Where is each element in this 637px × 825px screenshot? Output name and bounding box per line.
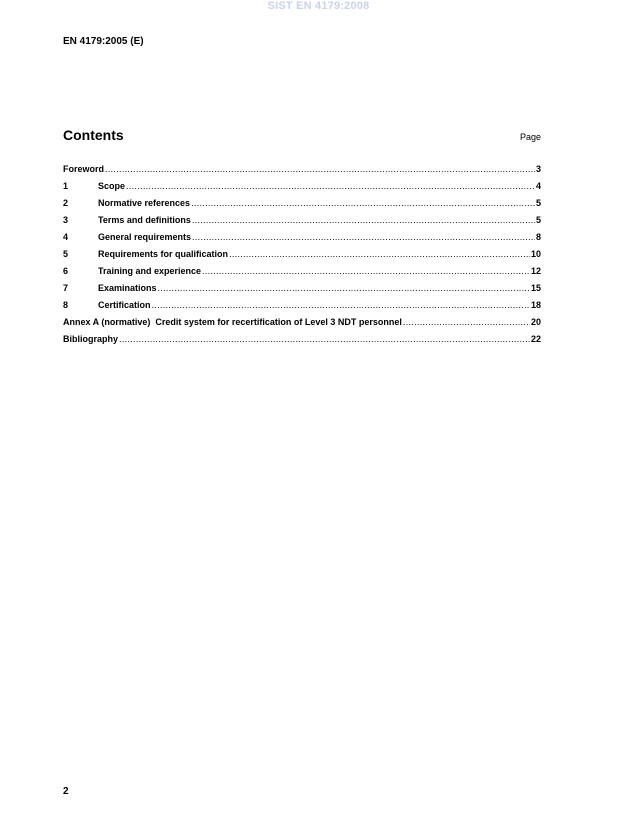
toc-entry-page: 5 <box>535 198 541 208</box>
toc-leader-dots <box>126 181 535 191</box>
toc-entry-number: 6 <box>63 266 69 276</box>
toc-entry-number: 5 <box>63 249 69 259</box>
toc-leader-dots <box>229 249 530 259</box>
toc-entry-page: 3 <box>535 164 541 174</box>
toc-entry-page: 10 <box>530 249 541 259</box>
toc-leader-dots <box>158 283 530 293</box>
toc-entry-number: 3 <box>63 215 69 225</box>
toc-entry-number: 1 <box>63 181 69 191</box>
toc-entry-title: Scope <box>98 181 126 191</box>
page-column-label: Page <box>519 132 541 142</box>
toc-entry-foreword[interactable] <box>63 164 541 181</box>
toc-entry-training-and-experience[interactable] <box>63 266 541 283</box>
toc-leader-dots <box>192 232 535 242</box>
toc-entry-number: 4 <box>63 232 69 242</box>
toc-entry-page: 22 <box>530 334 541 344</box>
toc-entry-page: 5 <box>535 215 541 225</box>
toc-entry-number: 2 <box>63 198 69 208</box>
table-of-contents <box>63 164 541 351</box>
toc-entry-bibliography[interactable] <box>63 334 541 351</box>
toc-entry-title: Annex A (normative) Credit system for recertification of Level 3 NDT personnel <box>63 317 402 327</box>
toc-entry-title: Foreword <box>63 164 105 174</box>
toc-entry-page: 12 <box>530 266 541 276</box>
toc-entry-title: General requirements <box>98 232 192 242</box>
toc-entry-annex-a[interactable] <box>63 317 541 334</box>
toc-entry-number: 7 <box>63 283 69 293</box>
toc-entry-title: Examinations <box>98 283 157 293</box>
contents-header <box>63 127 541 147</box>
toc-leader-dots <box>119 334 530 344</box>
toc-entry-title: Bibliography <box>63 334 119 344</box>
toc-entry-terms-and-definitions[interactable] <box>63 215 541 232</box>
toc-entry-title: Normative references <box>98 198 191 208</box>
contents-title: Contents <box>63 127 124 143</box>
toc-entry-page: 20 <box>530 317 541 327</box>
toc-entry-scope[interactable] <box>63 181 541 198</box>
toc-entry-title: Terms and definitions <box>98 215 191 225</box>
toc-entry-title: Requirements for qualification <box>98 249 229 259</box>
toc-entry-normative-references[interactable] <box>63 198 541 215</box>
toc-entry-page: 18 <box>530 300 541 310</box>
toc-entry-page: 15 <box>530 283 541 293</box>
toc-leader-dots <box>403 317 530 327</box>
toc-entry-title: Training and experience <box>98 266 202 276</box>
toc-entry-general-requirements[interactable] <box>63 232 541 249</box>
toc-leader-dots <box>191 198 535 208</box>
toc-entry-number: 8 <box>63 300 69 310</box>
toc-entry-page: 8 <box>535 232 541 242</box>
document-id: EN 4179:2005 (E) <box>63 36 144 47</box>
toc-leader-dots <box>152 300 530 310</box>
toc-entry-requirements-for-qualification[interactable] <box>63 249 541 266</box>
toc-entry-page: 4 <box>535 181 541 191</box>
page-number: 2 <box>63 786 69 797</box>
toc-leader-dots <box>202 266 530 276</box>
toc-entry-examinations[interactable] <box>63 283 541 300</box>
toc-entry-certification[interactable] <box>63 300 541 317</box>
toc-entry-title: Certification <box>98 300 151 310</box>
toc-leader-dots <box>105 164 535 174</box>
watermark: SIST EN 4179:2008 <box>267 0 370 12</box>
toc-leader-dots <box>192 215 535 225</box>
